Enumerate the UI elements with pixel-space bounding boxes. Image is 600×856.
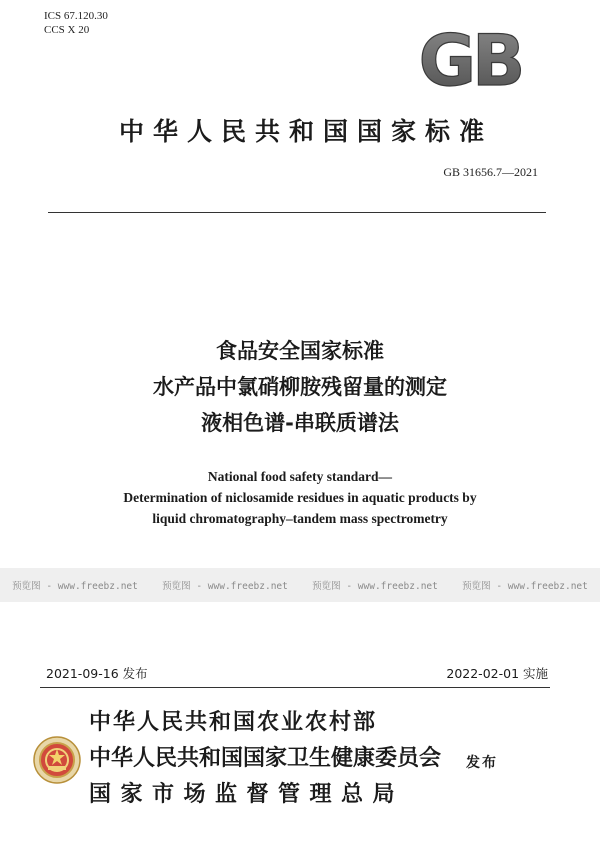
top-divider: [48, 212, 546, 213]
ics-code: ICS 67.120.30: [44, 10, 108, 22]
watermark-text: 预览图 - www.freebz.net: [162, 581, 288, 592]
watermark-text: 预览图 - www.freebz.net: [312, 581, 438, 592]
english-title: [0, 466, 600, 529]
ccs-code: CCS X 20: [44, 24, 90, 36]
issuing-authorities: [89, 705, 441, 813]
chinese-title-line: 液相色谱-串联质谱法: [201, 411, 399, 435]
gb-logo-text: GB: [418, 28, 522, 92]
english-title-line: liquid chromatography–tandem mass spectrometry: [152, 511, 448, 526]
chinese-title: [0, 333, 600, 441]
national-emblem-icon: [33, 736, 81, 784]
bottom-divider: [40, 687, 550, 688]
issue-date: 2021-09-16 发布: [46, 666, 148, 681]
watermark-band: [0, 568, 600, 602]
standard-number: GB 31656.7—2021: [443, 165, 538, 179]
issuer-line: 中华人民共和国农业农村部: [89, 710, 378, 735]
chinese-title-line: 食品安全国家标准: [216, 339, 384, 363]
classification-codes: [44, 9, 108, 37]
date-row: [46, 664, 548, 682]
issuer-line: 中华人民共和国国家卫生健康委员会: [89, 746, 442, 771]
watermark-text: 预览图 - www.freebz.net: [462, 581, 588, 592]
watermark-text: 预览图 - www.freebz.net: [12, 581, 138, 592]
issuer-line: 国家市场监督管理总局: [89, 782, 405, 807]
publish-label: 发布: [466, 755, 498, 771]
english-title-line: National food safety standard—: [207, 469, 393, 484]
national-standard-heading: 中华人民共和国国家标准: [118, 117, 493, 146]
implementation-date: 2022-02-01 实施: [446, 666, 548, 681]
english-title-line: Determination of niclosamide residues in aquatic products by: [123, 490, 477, 505]
gb-logo: [395, 28, 545, 92]
chinese-title-line: 水产品中氯硝柳胺残留量的测定: [153, 375, 447, 399]
